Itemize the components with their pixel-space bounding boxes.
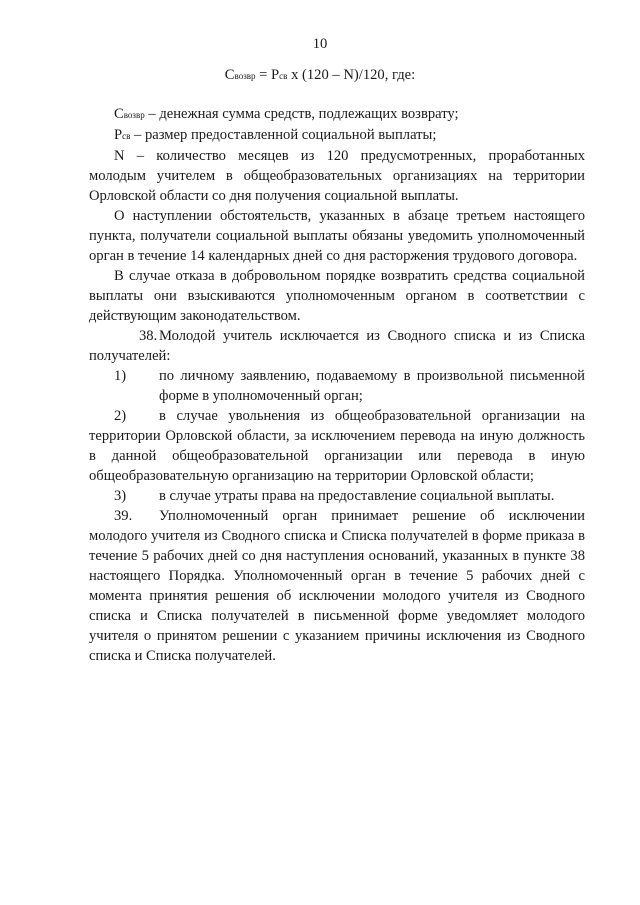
formula-eq-p: = P bbox=[255, 67, 280, 83]
definition-n: N – количество месяцев из 120 предусмотренных, проработанных молодым учителем в общеобразовательных организациях на территории Орловской области со дня получения социальной выплаты. bbox=[89, 148, 585, 204]
item-38-text bbox=[89, 326, 585, 366]
formula-p-subscript: св bbox=[279, 71, 288, 81]
item-38-sub3-text: в случае утраты права на предоставление социальной выплаты. bbox=[159, 488, 555, 504]
paragraph-notify: О наступлении обстоятельств, указанных в абзаце третьем настоящего пункта, получатели социальной выплаты обязаны уведомить уполномоченный орган в течение 14 календарных дней со дня расторжения трудового договора. bbox=[89, 208, 585, 264]
item-38-sub1-number: 1) bbox=[114, 368, 127, 384]
paragraph-refusal: В случае отказа в добровольном порядке возвратить средства социальной выплаты они взыскиваются уполномоченным органом в соответствии с действующим законодательством. bbox=[89, 268, 585, 324]
definition-c-text: – денежная сумма средств, подлежащих возврату; bbox=[144, 106, 459, 122]
formula-rest: x (120 – N)/120, где: bbox=[287, 67, 416, 83]
definition-c-symbol: C bbox=[114, 106, 124, 122]
item-38-text-inline: Молодой учитель исключается из Сводного списка и из Списка получателей: bbox=[89, 328, 585, 364]
definition-c-subscript: возвр bbox=[123, 110, 145, 120]
page-number: 10 bbox=[312, 36, 328, 52]
item-38-sub2-text: в случае увольнения из общеобразовательной организации на территории Орловской области, за исключением перевода на иную должность в данной общеобразовательной организации или перевода в иную общеобразовательную организацию на территории Орловской области; bbox=[89, 408, 585, 484]
item-38-sub2-number: 2) bbox=[114, 408, 127, 424]
refund-formula bbox=[0, 65, 640, 86]
formula-c: C bbox=[224, 67, 235, 83]
definition-p-text: – размер предоставленной социальной выплаты; bbox=[130, 127, 437, 143]
definition-p-symbol: P bbox=[114, 127, 123, 143]
definition-c bbox=[89, 104, 585, 125]
formula-c-subscript: возвр bbox=[234, 71, 256, 81]
item-39-text: Уполномоченный орган принимает решение об исключении молодого учителя из Сводного списка и Списка получателей в форме приказа в течение 5 рабочих дней со дня наступления оснований, указанных в пункте 38 настоящего Порядка. Уполномоченный орган в течение 5 рабочих дней с момента принятия решения об исключении молодого учителя из Сводного списка и Списка получателей в письменной форме уведомляет молодого учителя о принятом решении с указанием причины исключения из Сводного списка и Списка получателей. bbox=[89, 508, 585, 664]
document-body bbox=[89, 104, 585, 666]
item-38-sub1-text: по личному заявлению, подаваемому в произвольной письменной форме в уполномоченный орган; bbox=[159, 368, 585, 404]
item-38-number-inline: 38. bbox=[139, 328, 158, 344]
item-39-number: 39. bbox=[114, 508, 133, 524]
item-39-paragraph bbox=[89, 506, 585, 666]
definition-p bbox=[89, 125, 585, 146]
item-38-sub2-paragraph bbox=[89, 406, 585, 486]
definition-p-subscript: св bbox=[122, 131, 131, 141]
item-38-sub1 bbox=[89, 366, 585, 406]
item-38-sub3-number: 3) bbox=[114, 488, 127, 504]
item-38-sub3 bbox=[89, 486, 585, 506]
